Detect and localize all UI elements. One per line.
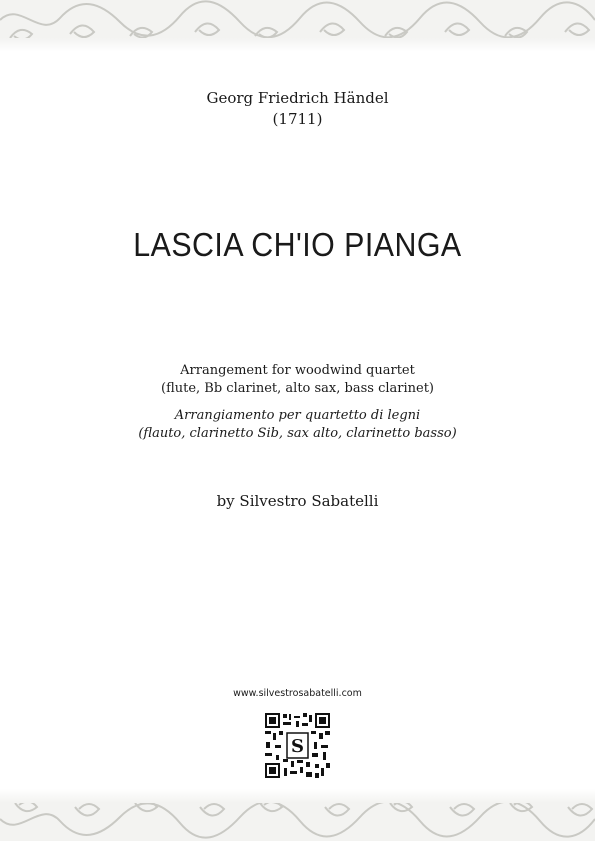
page-title [0,226,595,264]
author-credit: by Silvestro Sabatelli [216,492,379,510]
composer-name: Georg Friedrich Händel [206,89,389,107]
bottom-ornamental-border [0,789,595,841]
ornament-swirls-top [0,0,595,52]
arrangement-en-line2: (flute, Bb clarinet, alto sax, bass clarinet) [161,381,434,396]
arrangement-it-line2: (flauto, clarinetto Sib, sax alto, clarinetto basso) [138,426,457,441]
composition-year: (1711) [272,110,323,128]
ornament-swirls-bottom [0,789,595,841]
arrangement-en-line1: Arrangement for woodwind quartet [180,363,415,378]
arrangement-english [0,362,595,398]
arrangement-italian [0,407,595,443]
qr-center-letter: S [291,736,304,757]
composer-block [0,88,595,130]
qr-code-icon[interactable] [264,712,331,779]
website-link[interactable]: www.silvestrosabatelli.com [233,688,362,699]
top-ornamental-border [0,0,595,52]
title-text: LASCIA CH'IO PIANGA [133,226,462,263]
arrangement-it-line1: Arrangiamento per quartetto di legni [174,408,421,423]
